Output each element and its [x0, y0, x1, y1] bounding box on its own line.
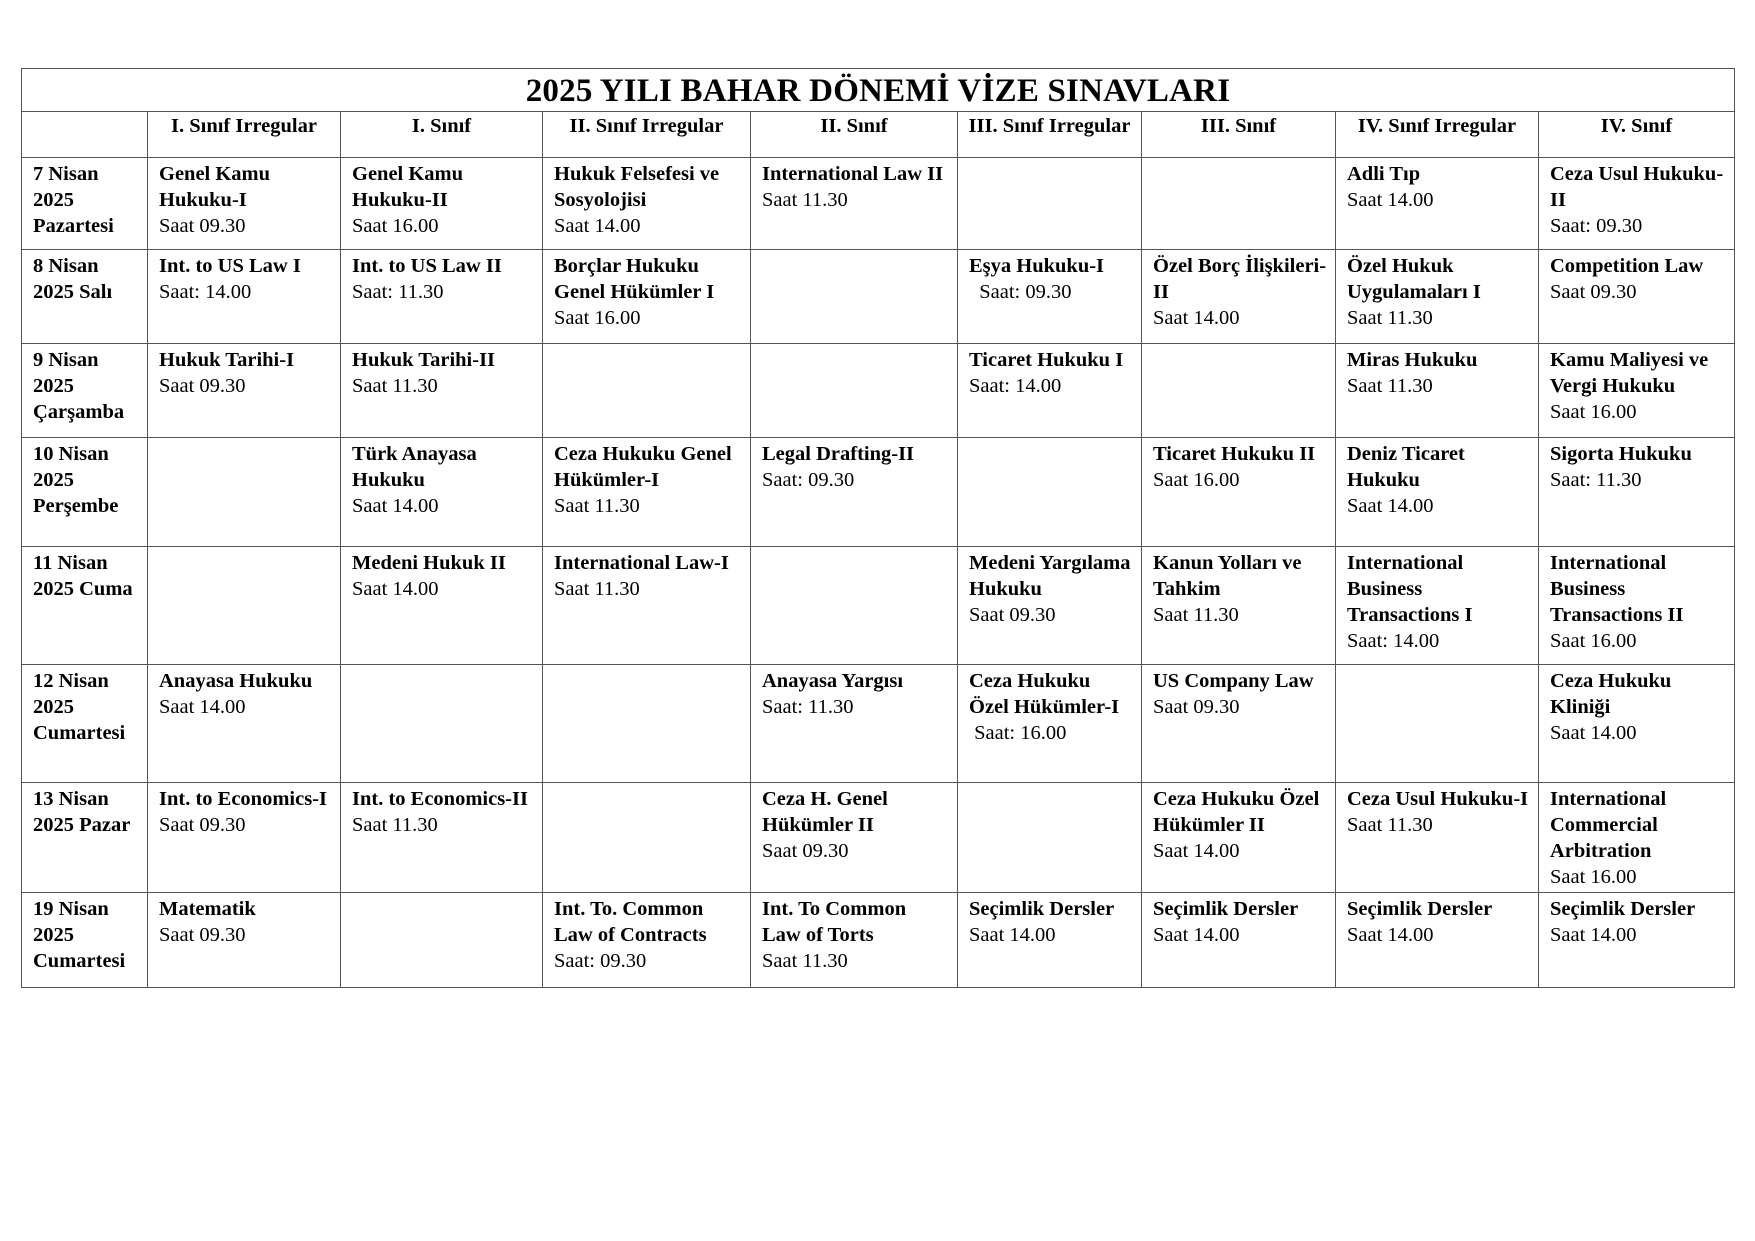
course-name: Özel Hukuk Uygulamaları I — [1347, 255, 1481, 303]
exam-cell-sinif3 — [1142, 158, 1336, 250]
exam-cell-sinif1 — [341, 547, 543, 665]
exam-cell-sinif4 — [1539, 783, 1735, 893]
table-row — [22, 344, 1735, 438]
exam-cell-sinif3 — [1142, 665, 1336, 783]
exam-time: Saat 09.30 — [762, 840, 849, 862]
exam-cell-sinif4-irregular — [1336, 893, 1539, 988]
exam-time: Saat: 14.00 — [969, 375, 1062, 397]
column-header-sinif3-irregular: III. Sınıf Irregular — [958, 112, 1142, 158]
exam-time: Saat: 09.30 — [1550, 215, 1643, 237]
exam-cell-sinif2-irregular — [543, 893, 751, 988]
page-title: 2025 YILI BAHAR DÖNEMİ VİZE SINAVLARI — [22, 69, 1735, 112]
exam-date: 8 Nisan 2025 Salı — [33, 255, 113, 303]
exam-cell-sinif4 — [1539, 547, 1735, 665]
exam-date: 11 Nisan 2025 Cuma — [33, 552, 133, 600]
table-row — [22, 665, 1735, 783]
exam-cell-sinif4-irregular — [1336, 547, 1539, 665]
exam-cell-sinif2-irregular — [543, 665, 751, 783]
exam-cell-sinif2 — [751, 344, 958, 438]
course-name: Int. To Common Law of Torts — [762, 898, 907, 946]
course-name: International Business Transactions II — [1550, 552, 1684, 626]
exam-time: Saat 14.00 — [554, 215, 641, 237]
exam-time: Saat 16.00 — [1550, 401, 1637, 423]
exam-cell-sinif4 — [1539, 250, 1735, 344]
exam-time: Saat 11.30 — [352, 375, 438, 397]
exam-cell-sinif2 — [751, 893, 958, 988]
exam-date: 10 Nisan 2025 Perşembe — [33, 443, 119, 517]
course-name: Kanun Yolları ve Tahkim — [1153, 552, 1302, 600]
exam-cell-sinif2-irregular — [543, 344, 751, 438]
exam-time: Saat 16.00 — [352, 215, 439, 237]
exam-date: 7 Nisan 2025 Pazartesi — [33, 163, 114, 237]
exam-time: Saat: 14.00 — [159, 281, 252, 303]
exam-time: Saat 11.30 — [554, 495, 640, 517]
exam-time: Saat 14.00 — [159, 696, 246, 718]
course-name: Legal Drafting-II — [762, 443, 915, 465]
course-name: Kamu Maliyesi ve Vergi Hukuku — [1550, 349, 1709, 397]
table-row — [22, 783, 1735, 893]
exam-cell-sinif2-irregular — [543, 783, 751, 893]
exam-cell-sinif2 — [751, 783, 958, 893]
exam-cell-sinif1 — [341, 250, 543, 344]
exam-cell-sinif3 — [1142, 547, 1336, 665]
exam-cell-sinif4 — [1539, 344, 1735, 438]
exam-time: Saat 14.00 — [969, 924, 1056, 946]
date-cell — [22, 665, 148, 783]
exam-cell-sinif1 — [341, 158, 543, 250]
exam-cell-sinif4 — [1539, 158, 1735, 250]
exam-time: Saat: 09.30 — [554, 950, 647, 972]
exam-cell-sinif1-irregular — [148, 158, 341, 250]
exam-cell-sinif4-irregular — [1336, 344, 1539, 438]
exam-time: Saat: 16.00 — [969, 722, 1067, 744]
exam-cell-sinif4-irregular — [1336, 783, 1539, 893]
course-name: Int. to US Law II — [352, 255, 502, 277]
exam-date: 12 Nisan 2025 Cumartesi — [33, 670, 126, 744]
exam-cell-sinif2-irregular — [543, 250, 751, 344]
exam-time: Saat 14.00 — [1153, 307, 1240, 329]
date-cell — [22, 783, 148, 893]
course-name: Int. to Economics-I — [159, 788, 327, 810]
course-name: Ceza H. Genel Hükümler II — [762, 788, 888, 836]
exam-cell-sinif1-irregular — [148, 783, 341, 893]
exam-cell-sinif3 — [1142, 250, 1336, 344]
exam-time: Saat 14.00 — [1153, 840, 1240, 862]
column-header-sinif2-irregular: II. Sınıf Irregular — [543, 112, 751, 158]
exam-cell-sinif3 — [1142, 783, 1336, 893]
exam-date: 13 Nisan 2025 Pazar — [33, 788, 131, 836]
exam-cell-sinif3-irregular — [958, 438, 1142, 547]
exam-cell-sinif1 — [341, 438, 543, 547]
course-name: Seçimlik Dersler — [1347, 898, 1493, 920]
exam-cell-sinif4-irregular — [1336, 665, 1539, 783]
course-name: Özel Borç İlişkileri-II — [1153, 255, 1327, 303]
course-name: Seçimlik Dersler — [1153, 898, 1299, 920]
exam-cell-sinif4-irregular — [1336, 438, 1539, 547]
exam-cell-sinif1 — [341, 344, 543, 438]
course-name: Ceza Usul Hukuku-II — [1550, 163, 1724, 211]
exam-cell-sinif3 — [1142, 438, 1336, 547]
exam-cell-sinif4 — [1539, 438, 1735, 547]
course-name: Borçlar Hukuku Genel Hükümler I — [554, 255, 715, 303]
course-name: Deniz Ticaret Hukuku — [1347, 443, 1465, 491]
date-cell — [22, 893, 148, 988]
exam-date: 9 Nisan 2025 Çarşamba — [33, 349, 125, 423]
exam-time: Saat 11.30 — [762, 189, 848, 211]
course-name: Int. To. Common Law of Contracts — [554, 898, 707, 946]
exam-time: Saat 11.30 — [1153, 604, 1239, 626]
exam-time: Saat 11.30 — [1347, 375, 1433, 397]
column-header-sinif1-irregular: I. Sınıf Irregular — [148, 112, 341, 158]
course-name: Competition Law — [1550, 255, 1704, 277]
date-cell — [22, 438, 148, 547]
exam-time: Saat 09.30 — [159, 375, 246, 397]
exam-cell-sinif1 — [341, 665, 543, 783]
course-name: US Company Law — [1153, 670, 1314, 692]
course-name: Adli Tıp — [1347, 163, 1421, 185]
exam-time: Saat 11.30 — [762, 950, 848, 972]
exam-cell-sinif1-irregular — [148, 665, 341, 783]
column-header-sinif2: II. Sınıf — [751, 112, 958, 158]
course-name: Matematik — [159, 898, 256, 920]
exam-cell-sinif4-irregular — [1336, 158, 1539, 250]
table-row — [22, 547, 1735, 665]
exam-time: Saat: 09.30 — [969, 281, 1072, 303]
course-name: Ceza Hukuku Özel Hükümler II — [1153, 788, 1320, 836]
exam-cell-sinif1-irregular — [148, 344, 341, 438]
course-name: International Law II — [762, 163, 944, 185]
table-row — [22, 438, 1735, 547]
column-header-sinif1: I. Sınıf — [341, 112, 543, 158]
exam-cell-sinif3-irregular — [958, 665, 1142, 783]
course-name: Int. to Economics-II — [352, 788, 528, 810]
exam-cell-sinif3-irregular — [958, 250, 1142, 344]
course-name: Ceza Hukuku Genel Hükümler-I — [554, 443, 732, 491]
exam-time: Saat 14.00 — [1550, 924, 1637, 946]
exam-cell-sinif1-irregular — [148, 893, 341, 988]
course-name: Genel Kamu Hukuku-I — [159, 163, 271, 211]
exam-time: Saat 14.00 — [1153, 924, 1240, 946]
exam-cell-sinif2 — [751, 547, 958, 665]
course-name: Hukuk Felsefesi ve Sosyolojisi — [554, 163, 720, 211]
course-name: Türk Anayasa Hukuku — [352, 443, 477, 491]
column-header-sinif3: III. Sınıf — [1142, 112, 1336, 158]
date-cell — [22, 344, 148, 438]
exam-cell-sinif2 — [751, 438, 958, 547]
exam-cell-sinif4 — [1539, 893, 1735, 988]
column-header-sinif4: IV. Sınıf — [1539, 112, 1735, 158]
table-row — [22, 158, 1735, 250]
exam-time: Saat 09.30 — [159, 215, 246, 237]
exam-schedule-table — [21, 68, 1735, 988]
exam-time: Saat 14.00 — [1347, 924, 1434, 946]
exam-cell-sinif2 — [751, 665, 958, 783]
course-name: Medeni Hukuk II — [352, 552, 506, 574]
course-name: Int. to US Law I — [159, 255, 301, 277]
column-header-sinif4-irregular: IV. Sınıf Irregular — [1336, 112, 1539, 158]
course-name: Seçimlik Dersler — [969, 898, 1115, 920]
exam-time: Saat 14.00 — [1347, 189, 1434, 211]
exam-cell-sinif3-irregular — [958, 547, 1142, 665]
course-name: Ticaret Hukuku I — [969, 349, 1124, 371]
exam-cell-sinif2-irregular — [543, 547, 751, 665]
course-name: Hukuk Tarihi-II — [352, 349, 496, 371]
course-name: Sigorta Hukuku — [1550, 443, 1692, 465]
exam-cell-sinif1-irregular — [148, 438, 341, 547]
exam-time: Saat 11.30 — [352, 814, 438, 836]
exam-cell-sinif3-irregular — [958, 783, 1142, 893]
course-name: International Commercial Arbitration — [1550, 788, 1667, 862]
exam-cell-sinif3-irregular — [958, 344, 1142, 438]
exam-cell-sinif3-irregular — [958, 158, 1142, 250]
exam-time: Saat 11.30 — [1347, 814, 1433, 836]
exam-time: Saat 11.30 — [554, 578, 640, 600]
course-name: International Business Transactions I — [1347, 552, 1473, 626]
course-name: Medeni Yargılama Hukuku — [969, 552, 1131, 600]
exam-time: Saat 14.00 — [1550, 722, 1637, 744]
exam-cell-sinif4-irregular — [1336, 250, 1539, 344]
course-name: Anayasa Yargısı — [762, 670, 904, 692]
exam-cell-sinif2 — [751, 250, 958, 344]
exam-time: Saat: 11.30 — [1550, 469, 1642, 491]
exam-cell-sinif2-irregular — [543, 158, 751, 250]
exam-time: Saat: 11.30 — [762, 696, 854, 718]
exam-time: Saat 16.00 — [1550, 630, 1637, 652]
exam-cell-sinif4 — [1539, 665, 1735, 783]
exam-time: Saat: 11.30 — [352, 281, 444, 303]
exam-cell-sinif3 — [1142, 893, 1336, 988]
course-name: Eşya Hukuku-I — [969, 255, 1105, 277]
exam-time: Saat 14.00 — [1347, 495, 1434, 517]
table-row — [22, 893, 1735, 988]
exam-cell-sinif3 — [1142, 344, 1336, 438]
exam-cell-sinif2-irregular — [543, 438, 751, 547]
exam-cell-sinif1 — [341, 783, 543, 893]
column-header-row — [22, 112, 1735, 158]
exam-time: Saat 14.00 — [352, 495, 439, 517]
exam-time: Saat 09.30 — [159, 814, 246, 836]
exam-cell-sinif1-irregular — [148, 250, 341, 344]
course-name: International Law-I — [554, 552, 729, 574]
exam-time: Saat 11.30 — [1347, 307, 1433, 329]
exam-time: Saat 14.00 — [352, 578, 439, 600]
date-cell — [22, 158, 148, 250]
exam-time: Saat 16.00 — [554, 307, 641, 329]
exam-cell-sinif2 — [751, 158, 958, 250]
course-name: Anayasa Hukuku — [159, 670, 313, 692]
course-name: Ceza Hukuku Özel Hükümler-I — [969, 670, 1120, 718]
date-cell — [22, 250, 148, 344]
exam-time: Saat 09.30 — [1550, 281, 1637, 303]
exam-cell-sinif1 — [341, 893, 543, 988]
exam-cell-sinif3-irregular — [958, 893, 1142, 988]
exam-time: Saat: 14.00 — [1347, 630, 1440, 652]
course-name: Miras Hukuku — [1347, 349, 1478, 371]
exam-cell-sinif1-irregular — [148, 547, 341, 665]
exam-time: Saat: 09.30 — [762, 469, 855, 491]
exam-time: Saat 09.30 — [159, 924, 246, 946]
course-name: Hukuk Tarihi-I — [159, 349, 295, 371]
exam-time: Saat 09.30 — [969, 604, 1056, 626]
course-name: Ceza Usul Hukuku-I — [1347, 788, 1529, 810]
course-name: Seçimlik Dersler — [1550, 898, 1696, 920]
schedule-body — [22, 158, 1735, 988]
date-cell — [22, 547, 148, 665]
exam-time: Saat 16.00 — [1550, 866, 1637, 888]
course-name: Genel Kamu Hukuku-II — [352, 163, 464, 211]
exam-time: Saat 16.00 — [1153, 469, 1240, 491]
course-name: Ticaret Hukuku II — [1153, 443, 1316, 465]
course-name: Ceza Hukuku Kliniği — [1550, 670, 1672, 718]
exam-date: 19 Nisan 2025 Cumartesi — [33, 898, 126, 972]
exam-time: Saat 09.30 — [1153, 696, 1240, 718]
table-row — [22, 250, 1735, 344]
column-header-date — [22, 112, 148, 158]
